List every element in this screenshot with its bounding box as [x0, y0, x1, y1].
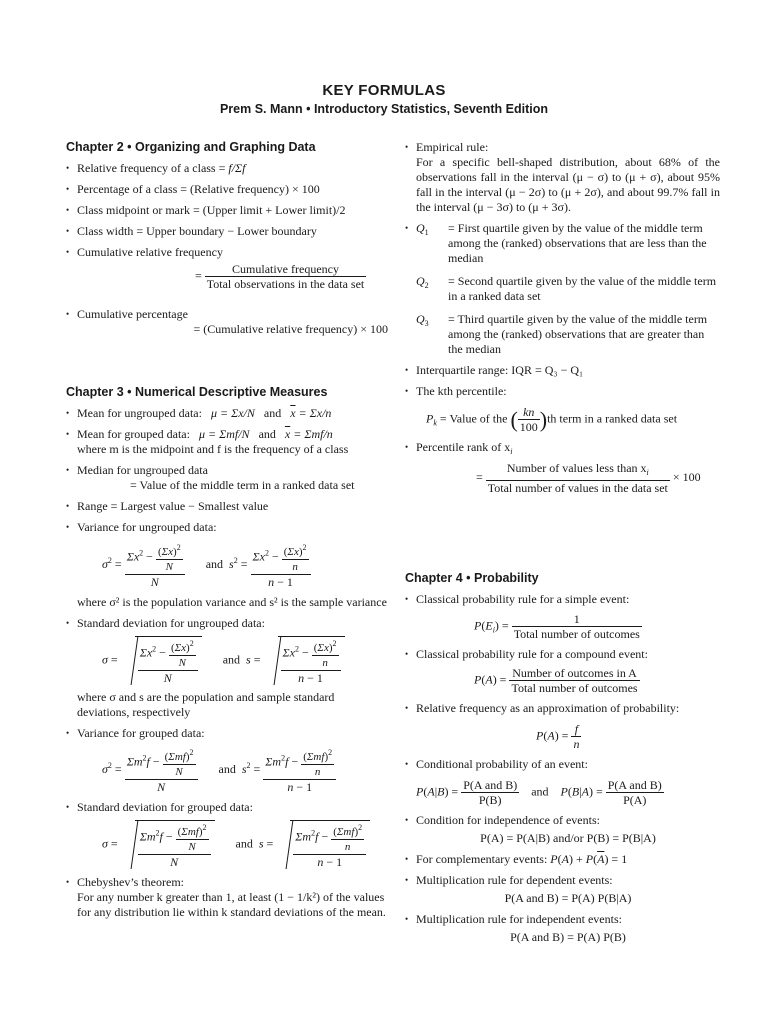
classical-simple-label: • Classical probability rule for a simple event:: [416, 592, 630, 606]
classical-simple-formula: $P(E_i)$ = $\frac{1}{\text{Total number of outcomes}}$: [474, 612, 640, 641]
multiplication-dependent-label: • Multiplication rule for dependent events:: [416, 873, 613, 887]
cumulative-relative-frequency-numerator: Cumulative frequency: [232, 262, 339, 276]
sd-grouped-item: [66, 800, 388, 869]
kth-right-text: th term in a ranked data set: [547, 411, 678, 426]
mean-grouped-xbar: = Σmf/n: [290, 427, 333, 441]
mean-grouped-mu: μ = Σmf/N: [198, 427, 250, 441]
empirical-rule-label: • Empirical rule:: [416, 140, 489, 154]
chebyshev-text: For any number k greater than 1, at least (1 − 1/k²) of the values for any distribution lie within k standard deviations of the mean.: [77, 890, 386, 919]
cumulative-relative-frequency-item: [66, 245, 388, 291]
mean-ungrouped-mu: μ = Σx/N: [210, 406, 255, 420]
classical-simple-item: [405, 592, 720, 641]
cumulative-relative-frequency-denominator: Total observations in the data set: [206, 277, 365, 291]
multiplication-dependent-formula: P(A and B) = P(A) P(B|A): [504, 891, 632, 905]
right-column: [405, 140, 720, 951]
empirical-rule-item: [405, 140, 720, 215]
relative-frequency-formula: f/Σf: [228, 161, 246, 175]
empirical-rule-text: For a specific bell-shaped distribution, about 68% of the observations fall in the interval (μ − σ) to (μ + σ), about 95% fall in the interval (μ − 2σ) to (μ + 2σ), and about 99.7% fall in the interval (μ − 3σ) to (μ + 3σ).: [416, 155, 720, 214]
median-label: • Median for ungrouped data: [77, 463, 208, 477]
and-word: and: [263, 406, 282, 420]
relative-frequency-probability-label: • Relative frequency as an approximation of probability:: [416, 701, 680, 715]
conditional-probability-formula: P(A|B) = $\frac{\text{P(A and B)}}{P(B)}$ and P(B|A) = $\frac{\text{P(A and B)}}{P(A)}$: [416, 778, 662, 807]
multiplication-independent-label: • Multiplication rule for independent events:: [416, 912, 622, 926]
cumulative-percentage-label: • Cumulative percentage: [77, 307, 188, 321]
q2-text: = Second quartile given by the value of the middle term in a ranked data set: [448, 274, 717, 303]
variance-ungrouped-label: • Variance for ungrouped data:: [77, 520, 217, 534]
median-formula: = Value of the middle term in a ranked data set: [130, 478, 355, 492]
kth-percentile-formula: $P_k$ = Value of the ( $\frac{kn}{100}$ )th term in a ranked data set: [426, 405, 678, 434]
quartiles-item: [405, 221, 720, 357]
chebyshev-label: • Chebyshev’s theorem:: [77, 875, 184, 889]
classical-compound-label: • Classical probability rule for a compound event:: [416, 647, 648, 661]
xbar-symbol: $\overline{x}$: [284, 427, 291, 441]
q1-row: • $Q_1$ = First quartile given by the value of the middle term among the (ranked) observations that are less than the median: [416, 221, 720, 266]
kth-percentile-label: • The kth percentile:: [416, 384, 507, 398]
sd-grouped-formula: σ = $\Sigma m^2f$ − $\frac{(\Sigma mf)^2}{N}$ N and s = $\Sigma m^2f$ − $\frac{(\Sigma mf)^2}{n}$ n − 1: [102, 820, 388, 869]
conditional-probability-label: • Conditional probability of an event:: [416, 757, 588, 771]
cumulative-relative-frequency-label: • Cumulative relative frequency: [77, 245, 223, 259]
independence-formula: P(A) = P(A|B) and/or P(B) = P(B|A): [480, 831, 656, 845]
sd-ungrouped-item: [66, 616, 388, 720]
document-subtitle: Prem S. Mann • Introductory Statistics, Seventh Edition: [219, 102, 549, 116]
classical-compound-item: [405, 647, 720, 695]
variance-ungrouped-item: [66, 520, 388, 610]
sd-ungrouped-formula: σ = $\Sigma x^2$ − $\frac{(\Sigma x)^2}{N}$ N and s = $\Sigma x^2$ − $\frac{(\Sigma x)^2}{n}$ n − 1: [102, 636, 388, 685]
range-item: • Range = Largest value − Smallest value: [66, 499, 388, 514]
kth-percentile-item: [405, 384, 720, 434]
cumulative-relative-frequency-formula: = $\frac{\text{Cumulative frequency}}{\text{Total observations in the data set}}$: [195, 262, 365, 291]
chapter2-heading: Chapter 2 • Organizing and Graphing Data: [66, 140, 316, 154]
mean-ungrouped-xbar: = Σx/n: [295, 406, 332, 420]
independence-label: • Condition for independence of events:: [416, 813, 600, 827]
kth-denominator: 100: [519, 420, 538, 434]
mean-ungrouped-item: [66, 406, 388, 421]
and-word: and: [258, 427, 276, 441]
xbar-symbol: $\overline{x}$: [290, 406, 296, 420]
relative-frequency-probability-item: [405, 701, 720, 751]
class-midpoint-item: • Class midpoint or mark = (Upper limit + Lower limit)/2: [66, 203, 388, 218]
document-header: [0, 82, 768, 116]
percentile-rank-item: • Percentile rank of $x_i$ = $\frac{Number of values less than x_i}{\text{Total number of values in the data set}}$ × 100: [405, 440, 720, 495]
median-item: [66, 463, 388, 493]
conditional-numerator-1: P(A and B): [463, 778, 518, 792]
relative-frequency-item: [66, 161, 388, 176]
variance-ungrouped-note: where σ² is the population variance and s² is the sample variance: [77, 595, 387, 609]
conditional-numerator-2: P(A and B): [607, 778, 662, 792]
q3-row: $Q_3$ = Third quartile given by the value of the middle term among the (ranked) observations that are greater than the median: [416, 312, 720, 357]
mean-grouped-note: where m is the midpoint and f is the frequency of a class: [77, 442, 349, 456]
percentile-rank-times: × 100: [672, 469, 701, 484]
multiplication-independent-formula: P(A and B) = P(A) P(B): [510, 930, 626, 944]
q3-text: = Third quartile given by the value of the middle term among the (ranked) observations that are greater than the median: [448, 312, 708, 356]
classical-compound-denominator: Total number of outcomes: [511, 681, 638, 695]
relative-frequency-probability-formula: P(A) = $\frac{f}{n}$: [536, 722, 580, 751]
conditional-probability-item: [405, 757, 720, 807]
percentage-class-item: • Percentage of a class = (Relative frequency) × 100: [66, 182, 388, 197]
multiplication-independent-item: [405, 912, 720, 945]
cumulative-relative-frequency-fraction: [205, 262, 366, 291]
conditional-denominator-a: P(A): [606, 792, 664, 807]
percentile-rank-formula: = $\frac{Number of values less than x_i}{\text{Total number of values in the data set}}$ × 100: [476, 461, 701, 495]
chapter4-heading: Chapter 4 • Probability: [405, 571, 539, 585]
left-column: [66, 140, 388, 926]
cumulative-percentage-item: [66, 307, 388, 337]
sd-grouped-label: • Standard deviation for grouped data:: [77, 800, 253, 814]
sd-ungrouped-note: where σ and s are the population and sample standard deviations, respectively: [77, 690, 335, 719]
mean-grouped-label: Mean for grouped data:: [77, 427, 190, 441]
sd-ungrouped-label: • Standard deviation for ungrouped data:: [77, 616, 265, 630]
cumulative-percentage-formula: = (Cumulative relative frequency) × 100: [193, 322, 388, 336]
classical-compound-formula: P(A) = $\frac{\text{Number of outcomes in A}}{\text{Total number of outcomes}}$: [474, 666, 638, 695]
multiplication-dependent-item: [405, 873, 720, 906]
variance-ungrouped-formula: $\sigma^2$ = $\Sigma x^2$ − $\frac{(\Sigma x)^2}{N}$ N and $s^2$ = $\Sigma x^2$ − $\frac{(\Sigma x)^2}{n}$ n − 1: [102, 541, 388, 589]
q1-text: = First quartile given by the value of the middle term among the (ranked) observations that are less than the median: [448, 221, 707, 265]
complementary-item: • For complementary events: $P(A) + P(\overline{A}) = 1$: [405, 852, 720, 867]
classical-compound-numerator: Number of outcomes in A: [512, 666, 637, 680]
percentile-rank-label: Percentile rank of x: [416, 440, 511, 454]
classical-simple-numerator: 1: [573, 612, 580, 626]
kth-left-text: = Value of the: [436, 411, 511, 426]
variance-grouped-item: [66, 726, 388, 794]
conditional-denominator-b: P(B): [461, 792, 519, 807]
chapter3-heading: Chapter 3 • Numerical Descriptive Measures: [66, 385, 328, 399]
class-width-item: • Class width = Upper boundary − Lower boundary: [66, 224, 388, 239]
q2-row: $Q_2$ = Second quartile given by the value of the middle term in a ranked data set: [416, 274, 720, 304]
variance-grouped-formula: $\sigma^2$ = $\Sigma m^2f$ − $\frac{(\Sigma mf)^2}{N}$ N and $s^2$ = $\Sigma m^2f$ − $\frac{(\Sigma mf)^2}{n}$ n − 1: [102, 746, 388, 794]
percentile-rank-denominator: Total number of values in the data set: [487, 481, 668, 495]
relative-frequency-label: Relative frequency of a class =: [77, 161, 229, 175]
iqr-item: • Interquartile range: IQR = Q₃ − Q₁: [405, 363, 720, 378]
classical-simple-denominator: Total number of outcomes: [513, 627, 640, 641]
complementary-label: For complementary events:: [416, 852, 551, 866]
mean-ungrouped-label: Mean for ungrouped data:: [77, 406, 202, 420]
document-title: KEY FORMULAS: [322, 82, 446, 99]
mean-grouped-item: [66, 427, 388, 457]
independence-item: [405, 813, 720, 846]
variance-grouped-label: • Variance for grouped data:: [77, 726, 205, 740]
percentile-rank-numerator: Number of values less than x: [506, 461, 647, 475]
kth-numerator: kn: [523, 405, 535, 419]
chebyshev-item: [66, 875, 388, 920]
